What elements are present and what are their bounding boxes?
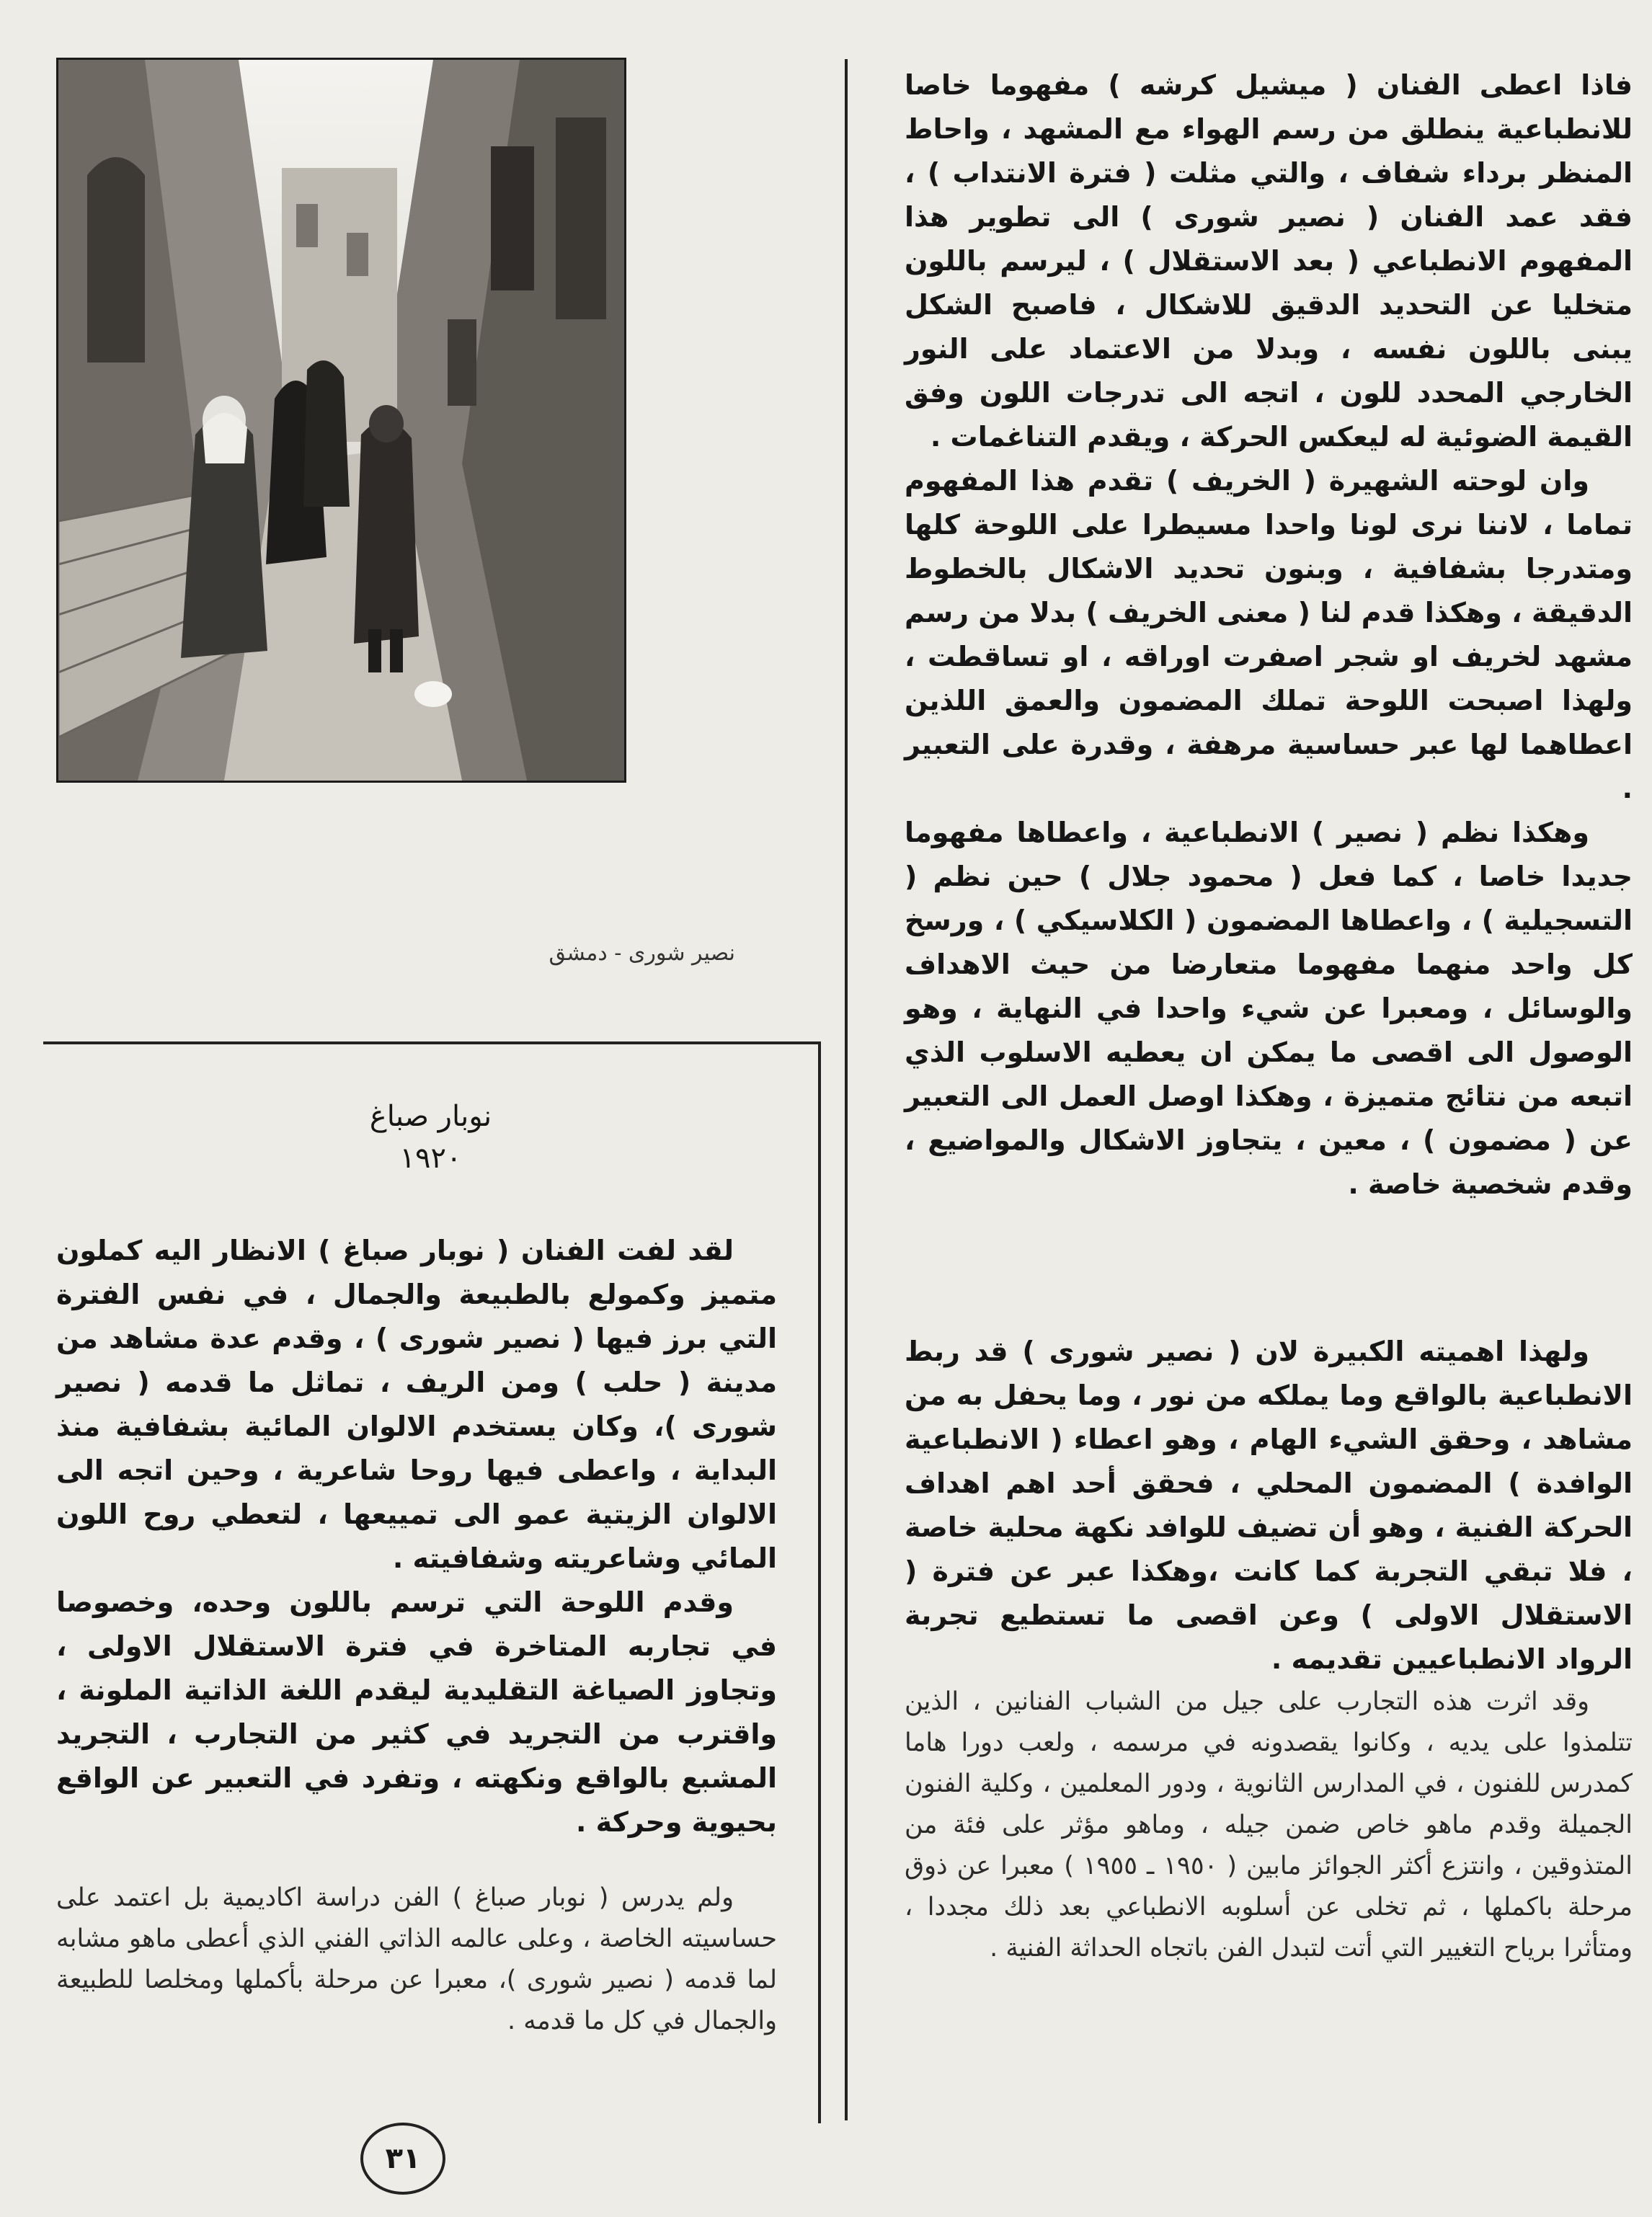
column-divider	[845, 59, 848, 2120]
painting-caption: نصير شورى - دمشق	[549, 941, 735, 966]
paragraph: وهكذا نظم ( نصير ) الانطباعية ، واعطاها مفهوما جديدا خاصا ، كما فعل ( محمود جلال ) حين نظم ( التسجيلية ) ، واعطاها المضمون ( الكلاسيكي ) ، ورسخ كل واحد منهما مفهوما متعارضا من حيث الاهداف والوسائل ، ومعبرا عن شيء واحدا في النهاية ، وهو الوصول الى اقصى ما يمكن ان يعطيه الاسلوب الذي اتبعه من نتائج متميزة ، وهكذا اوصل العمل الى التعبير عن ( مضمون ) ، معين ، يتجاوز الاشكال والمواضيع ، وقدم شخصية خاصة .	[905, 817, 1633, 1200]
paragraph: فاذا اعطى الفنان ( ميشيل كرشه ) مفهوما خاصا للانطباعية ينطلق من رسم الهواء مع المشهد ، واحاط المنظر برداء شفاف ، والتي مثلت ( فترة الانتداب ) ، فقد عمد الفنان ( نصير شورى ) الى تطوير هذا المفهوم الانطباعي ( بعد الاستقلال ) ، ليرسم باللون متخليا عن التحديد الدقيق للاشكال ، فاصبح الشكل يبنى باللون نفسه ، وبدلا من الاعتماد على النور الخارجي المحدد للون ، اتجه الى تدرجات اللون وفق القيمة الضوئية له ليعكس الحركة ، ويقدم التناغمات .	[905, 69, 1633, 453]
page-number: ٣١	[360, 2123, 445, 2195]
paragraph: وقدم اللوحة التي ترسم باللون وحده، وخصوصا في تجاربه المتاخرة في فترة الاستقلال الاولى ، وتجاوز الصياغة التقليدية ليقدم اللغة الذاتية الملونة ، واقترب من التجريد في كثير من التجارب ، التجريد المشبع بالواقع ونكهته ، وتفرد في التعبير عن الواقع بحيوية وحركة .	[56, 1586, 777, 1838]
paragraph: لقد لفت الفنان ( نوبار صباغ ) الانظار اليه كملون متميز وكمولع بالطبيعة والجمال ، في نفس الفترة التي برز فيها ( نصير شورى ) ، وقدم عدة مشاهد من مدينة ( حلب ) ومن الريف ، تماثل ما قدمه ( نصير شورى )، وكان يستخدم الالوان المائية بشفافية منذ البداية ، واعطى فيها روحا شاعرية ، وحين اتجه الى الالوان الزيتية عمو الى تمييعها ، لتعطي روح اللون المائي وشاعريته وشفافيته .	[56, 1235, 777, 1574]
box-text-light	[56, 1878, 777, 2042]
paragraph: وقد اثرت هذه التجارب على جيل من الشباب الفنانين ، الذين تتلمذوا على يديه ، وكانوا يقصدونه في مرسمه ، ولعب دورا هاما كمدرس للفنون ، في المدارس الثانوية ، ودور المعلمين ، وكلية الفنون الجميلة وقدم ماهو خاص ضمن جيله ، وماهو مؤثر على فئة من المتذوقين ، وانتزع أكثر الجوائز مابين ( ١٩٥٠ ـ ١٩٥٥ ) معبرا عن ذوق مرحلة باكملها ، ثم تخلى عن أسلوبه الانطباعي بعد ذلك مجددا ، ومتأثرا برياح التغيير التي أتت لتبدل الفن باتجاه الحداثة الفنية .	[905, 1687, 1633, 1963]
paragraph: وان لوحته الشهيرة ( الخريف ) تقدم هذا المفهوم تماما ، لاننا نرى لونا واحدا مسيطرا على اللوحة كلها ومتدرجا بشفافية ، وبنون تحديد الاشكال بالخطوط الدقيقة ، وهكذا قدم لنا ( معنى الخريف ) بدلا من رسم مشهد لخريف او شجر اصفرت اوراقه ، او تساقطت ، ولهذا اصبحت اللوحة تملك المضمون والعمق اللذين اعطاهما لها عبر حساسية مرهفة ، وقدرة على التعبير .	[905, 465, 1633, 804]
box-text-bold	[56, 1229, 777, 1844]
right-column-bottom	[905, 1330, 1633, 1969]
paragraph: ولهذا اهميته الكبيرة لان ( نصير شورى ) قد ربط الانطباعية بالواقع وما يملكه من نور ، وما يحفل به من مشاهد ، وحقق الشيء الهام ، وهو اعطاء ( الانطباعية الوافدة ) المضمون المحلي ، فحقق أحد اهم اهداف الحركة الفنية ، وهو أن تضيف للوافد نكهة محلية خاصة ، فلا تبقي التجربة كما كانت ،وهكذا عبر عن فترة ( الاستقلال الاولى ) وعن اقصى ما تستطيع تجربة الرواد الانطباعيين تقديمه .	[905, 1336, 1633, 1675]
right-column-top	[905, 63, 1633, 1207]
artist-name: نوبار صباغ	[369, 1100, 492, 1133]
painting-image	[56, 58, 626, 783]
artist-year: ١٩٢٠	[399, 1142, 462, 1175]
box-title	[43, 1096, 818, 1179]
paragraph: ولم يدرس ( نوبار صباغ ) الفن دراسة اكاديمية بل اعتمد على حساسيته الخاصة ، وعلى عالمه الذاتي الفني الذي أعطى ماهو مشابه لما قدمه ( نصير شورى )، معبرا عن مرحلة بأكملها ومخلصا للطبيعة والجمال في كل ما قدمه .	[56, 1883, 777, 2035]
